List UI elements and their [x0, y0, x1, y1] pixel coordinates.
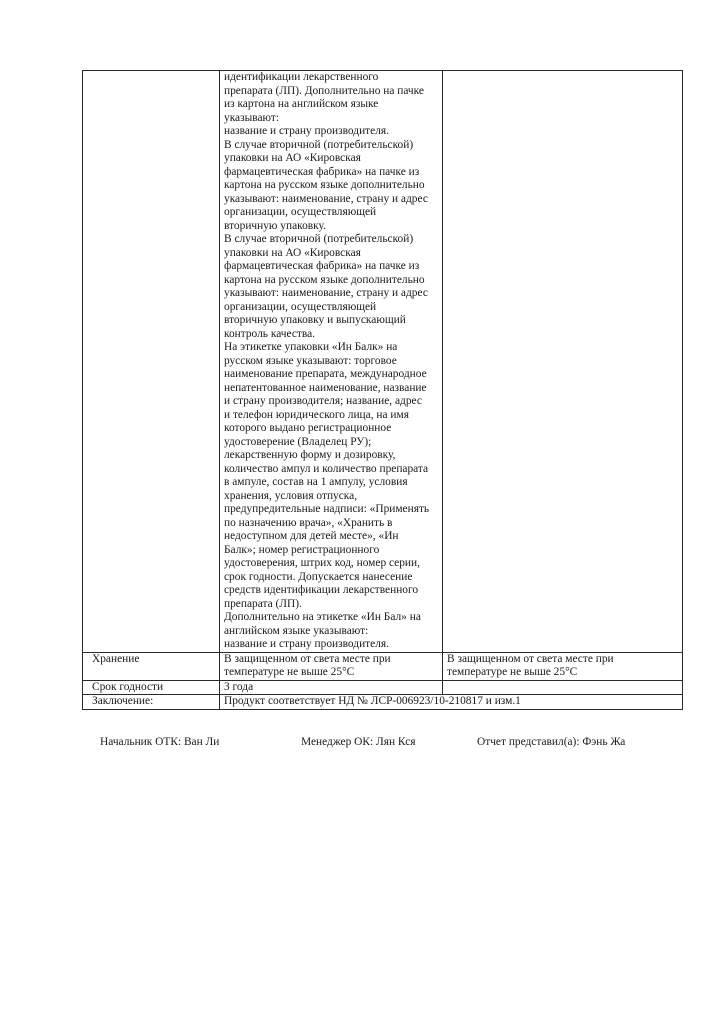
requirement-text-line: название и страну производителя.	[224, 125, 389, 137]
requirement-text-line: средств идентификации лекарственного	[224, 584, 419, 596]
reporter-signature: Отчет представил(а): Фэнь Жа	[477, 736, 626, 748]
qc-head-signature: Начальник ОТК: Ван Ли	[100, 736, 220, 748]
empty-parameter-cell	[83, 71, 220, 653]
requirement-text-line: и телефон юридического лица, на имя	[224, 408, 409, 421]
requirement-text-line: лекарственную форму и дозировку,	[224, 449, 396, 461]
shelf-life-value: 3 года	[220, 680, 443, 695]
requirement-text-line: вторичную упаковку.	[224, 219, 326, 232]
requirement-text-line: непатентованное наименование, название	[224, 381, 427, 394]
signature-footer	[100, 735, 660, 751]
labeling-requirements-cell	[220, 71, 443, 653]
table-row-shelf-life	[83, 680, 683, 695]
requirement-text-line: препарата (ЛП). Дополнительно на пачке	[224, 84, 424, 97]
requirement-text-line: организации, осуществляющей	[224, 300, 377, 313]
requirement-text-line: Балк»; номер регистрационного	[224, 543, 380, 556]
requirement-text-line: На этикетке упаковки «Ин Балк» на	[224, 341, 398, 353]
requirement-text-line: фармацевтическая фабрика» на пачке из	[224, 165, 420, 178]
qc-manager-signature: Менеджер ОК: Лян Кся	[301, 736, 416, 748]
requirement-text-line: Дополнительно на этикетке «Ин Бал» на	[224, 611, 421, 623]
requirement-text-line: картона на русском языке дополнительно	[224, 179, 425, 191]
requirement-text-line: фармацевтическая фабрика» на пачке из	[224, 260, 420, 272]
requirement-text-line: которого выдано регистрационное	[224, 422, 392, 434]
requirement-text-line: вторичную упаковку и выпускающий	[224, 314, 406, 326]
requirement-text-line: препарата (ЛП).	[224, 597, 302, 610]
requirement-text-line: хранения, условия отпуска,	[224, 489, 358, 502]
requirement-text-line: наименование препарата, международное	[224, 368, 427, 380]
requirement-text-line: русском языке указывают: торговое	[224, 354, 397, 367]
requirement-text-line: В случае вторичной (потребительской)	[224, 233, 414, 245]
requirement-text-line: количество ампул и количество препарата	[224, 462, 429, 475]
requirement-text-line: организации, осуществляющей	[224, 206, 377, 218]
requirement-text-line: упаковки на АО «Кировская	[224, 246, 361, 259]
empty-result-cell	[443, 71, 683, 653]
requirement-text-line: срок годности. Допускается нанесение	[224, 570, 413, 583]
requirement-text-line: указывают:	[224, 111, 280, 124]
conclusion-label: Заключение:	[83, 695, 220, 710]
requirement-text-line: удостоверения, штрих код, номер серии,	[224, 557, 420, 569]
storage-label: Хранение	[83, 652, 220, 680]
requirement-text-line: указывают: наименование, страну и адрес	[224, 192, 428, 205]
requirement-text-line: идентификации лекарственного	[224, 71, 379, 83]
requirement-text-line: контроль качества.	[224, 327, 316, 340]
requirement-text-line: удостоверение (Владелец РУ);	[224, 435, 372, 448]
requirement-text-line: недоступном для детей месте», «Ин	[224, 530, 399, 542]
shelf-life-result	[443, 680, 683, 695]
requirement-text-line: из картона на английском языке	[224, 98, 379, 110]
table-row-conclusion	[83, 695, 683, 710]
requirement-text-line: и страну производителя; название, адрес	[224, 395, 422, 407]
requirement-text-line: картона на русском языке дополнительно	[224, 273, 425, 286]
table-row-labeling	[83, 71, 683, 653]
requirement-text-line: упаковки на АО «Кировская	[224, 152, 361, 164]
specification-table	[82, 70, 683, 710]
storage-requirement: В защищенном от света месте при температуре не выше 25°С	[220, 652, 443, 680]
requirement-text-line: в ампуле, состав на 1 ампулу, условия	[224, 476, 408, 488]
conclusion-value: Продукт соответствует НД № ЛСР-006923/10-210817 и изм.1	[220, 695, 683, 710]
requirement-text-line: В случае вторичной (потребительской)	[224, 138, 414, 151]
requirement-text-line: название и страну производителя.	[224, 638, 389, 650]
requirement-text-line: указывают: наименование, страну и адрес	[224, 287, 428, 299]
requirement-text-line: английском языке указывают:	[224, 624, 369, 637]
shelf-life-label: Срок годности	[83, 680, 220, 695]
requirement-text-line: по назначению врача», «Хранить в	[224, 516, 393, 529]
table-row-storage	[83, 652, 683, 680]
requirement-text-line: предупредительные надписи: «Применять	[224, 503, 430, 515]
storage-result: В защищенном от света месте при температуре не выше 25°С	[443, 652, 683, 680]
